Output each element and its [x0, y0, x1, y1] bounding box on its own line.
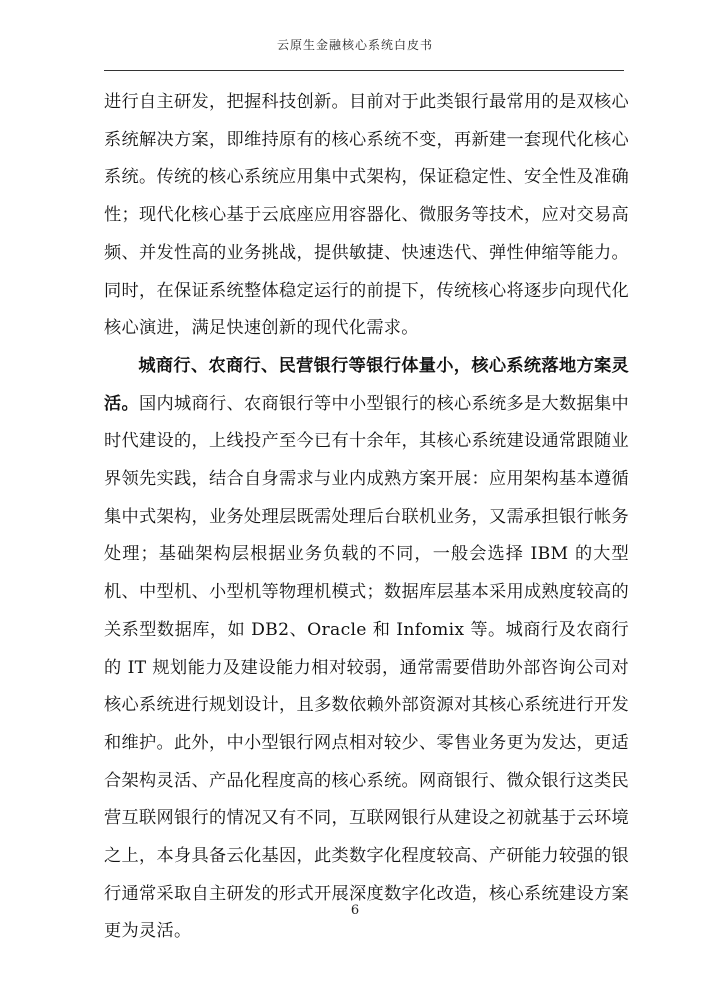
- running-header: 云原生金融核心系统白皮书: [276, 38, 433, 52]
- paragraph-text: 国内城商行、农商银行等中小型银行的核心系统多是大数据集中时代建设的，上线投产至今已有十余年，其核心系统建设通常跟随业界领先实践，结合自身需求与业内成熟方案开展：应用架构基本遵循集中式架构，业务处理层既需处理后台联机业务，又需承担银行帐务处理；基础架构层根据业务负载的不同，一般会选择 IBM 的大型机、中型机、小型机等物理机模式；数据库层基本采用成熟度较高的关系型数据库，如 DB2、Oracle 和 Infomix 等。城商行及农商行的 IT 规划能力及建设能力相对较弱，通常需要借助外部咨询公司对核心系统进行规划设计，且多数依赖外部资源对其核心系统进行开发和维护。此外，中小型银行网点相对较少、零售业务更为发达，更适合架构灵活、产品化程度高的核心系统。网商银行、微众银行这类民营互联网银行的情况又有不同，互联网银行从建设之初就基于云环境之上，本身具备云化基因，此类数字化程度较高、产研能力较强的银行通常采取自主研发的形式开展深度数字化改造，核心系统建设方案更为灵活。: [104, 393, 629, 942]
- paragraph-text: 进行自主研发，把握科技创新。目前对于此类银行最常用的是双核心系统解决方案，即维持原有的核心系统不变，再新建一套现代化核心系统。传统的核心系统应用集中式架构，保证稳定性、安全性及准确性；现代化核心基于云底座应用容器化、微服务等技术，应对交易高频、并发性高的业务挑战，提供敏捷、快速迭代、弹性伸缩等能力。同时，在保证系统整体稳定运行的前提下，传统核心将逐步向现代化核心演进，满足快速创新的现代化需求。: [104, 92, 629, 339]
- header-divider: [104, 70, 624, 71]
- paragraph-city-commercial-banks: [104, 348, 629, 951]
- document-body: [104, 84, 629, 951]
- page-number: 6: [350, 903, 360, 918]
- paragraph-continuation: [104, 84, 629, 348]
- paragraph-lead-bold: 城商行、农商行、民营银行等银行体量小，核心系统落地方案灵活。: [104, 355, 629, 414]
